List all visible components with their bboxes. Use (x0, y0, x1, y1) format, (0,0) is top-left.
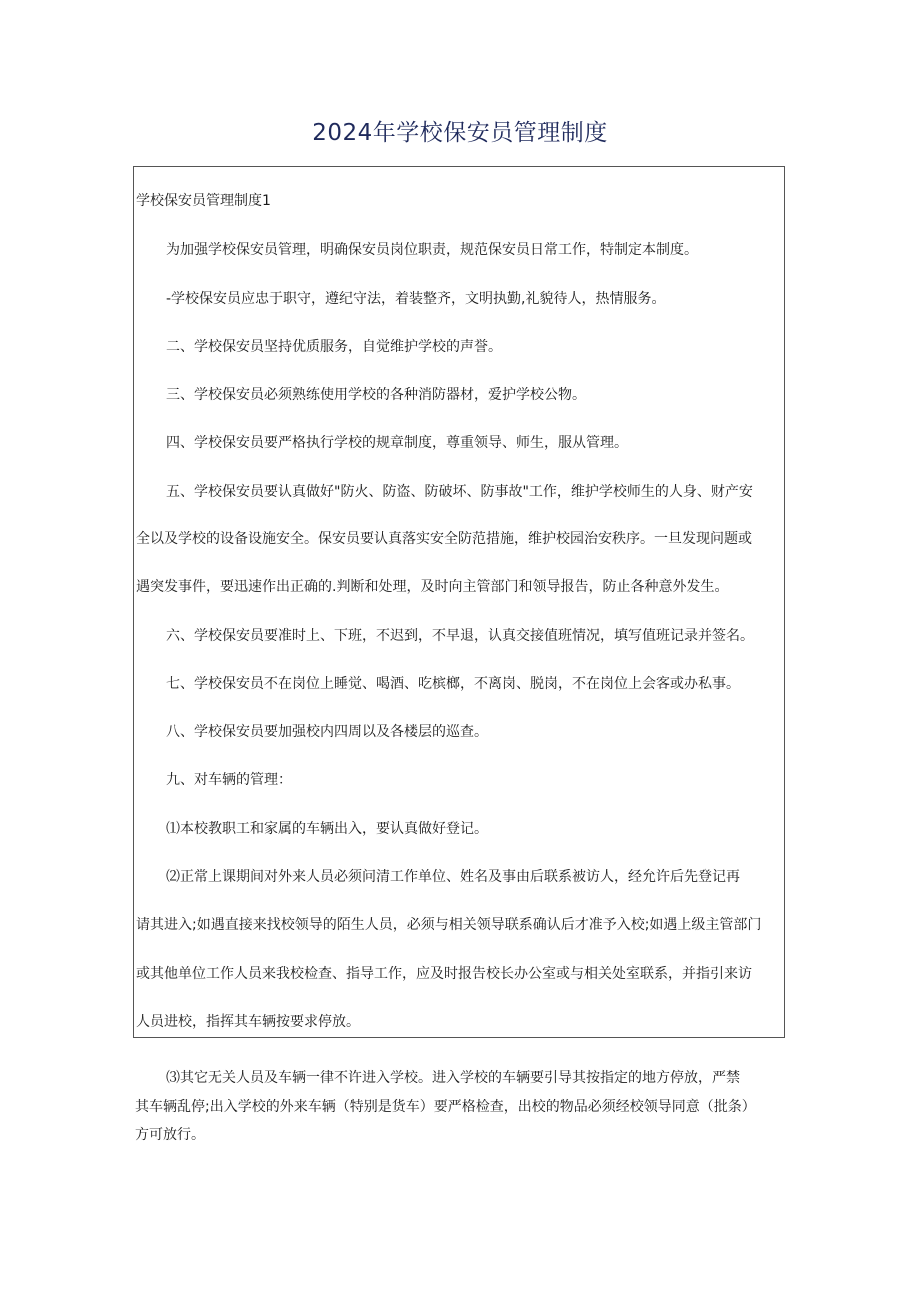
rule-1: -学校保安员应忠于职守，遵纪守法，着装整齐，文明执勤,礼貌待人，热情服务。 (166, 291, 666, 307)
rule-6: 六、学校保安员要准时上、下班，不迟到，不早退，认真交接值班情况，填写值班记录并签名。 (166, 628, 754, 644)
rule-9-item-2-line-1: ⑵正常上课期间对外来人员必须问清工作单位、姓名及事由后联系被访人，经允许后先登记再 (166, 869, 740, 885)
rule-9-item-3-line-1: ⑶其它无关人员及车辆一律不许进入学校。进入学校的车辆要引导其按指定的地方停放，严禁 (166, 1070, 740, 1086)
rule-9-item-2-line-4: 人员进校，指挥其车辆按要求停放。 (136, 1014, 360, 1030)
rule-9-item-2-line-2: 请其进入;如遇直接来找校领导的陌生人员，必须与相关领导联系确认后才准予入校;如遇上级主管部门 (136, 917, 762, 933)
rule-4: 四、学校保安员要严格执行学校的规章制度，尊重领导、师生，服从管理。 (166, 435, 628, 451)
rule-9-item-2-line-3: 或其他单位工作人员来我校检查、指导工作，应及时报告校长办公室或与相关处室联系，并指引来访 (136, 966, 752, 982)
rule-9-item-1: ⑴本校教职工和家属的车辆出入，要认真做好登记。 (166, 821, 488, 837)
rule-5-line-2: 全以及学校的设备设施安全。保安员要认真落实安全防范措施，维护校园治安秩序。一旦发现问题或 (136, 531, 752, 547)
paragraph-intro: 为加强学校保安员管理，明确保安员岗位职责，规范保安员日常工作，特制定本制度。 (166, 242, 698, 258)
rule-3: 三、学校保安员必须熟练使用学校的各种消防器材，爱护学校公物。 (166, 387, 586, 403)
rule-2: 二、学校保安员坚持优质服务，自觉维护学校的声誉。 (166, 339, 502, 355)
rule-5-line-1: 五、学校保安员要认真做好"防火、防盗、防破坏、防事故"工作，维护学校师生的人身、财产安 (166, 484, 753, 500)
section-heading: 学校保安员管理制度1 (136, 193, 271, 209)
rule-9-item-3-line-3: 方可放行。 (135, 1127, 205, 1143)
content-box (133, 166, 785, 1038)
rule-8: 八、学校保安员要加强校内四周以及各楼层的巡查。 (166, 724, 488, 740)
rule-7: 七、学校保安员不在岗位上睡觉、喝酒、吃槟榔，不离岗、脱岗，不在岗位上会客或办私事。 (166, 676, 740, 692)
rule-9-item-3-line-2: 其车辆乱停;出入学校的外来车辆（特别是货车）要严格检查，出校的物品必须经校领导同意（批条） (135, 1099, 756, 1115)
rule-9: 九、对车辆的管理： (166, 772, 292, 788)
rule-5-line-3: 遇突发事件，要迅速作出正确的.判断和处理，及时向主管部门和领导报告，防止各种意外发生。 (136, 579, 729, 595)
page-title: 2024年学校保安员管理制度 (312, 120, 608, 146)
